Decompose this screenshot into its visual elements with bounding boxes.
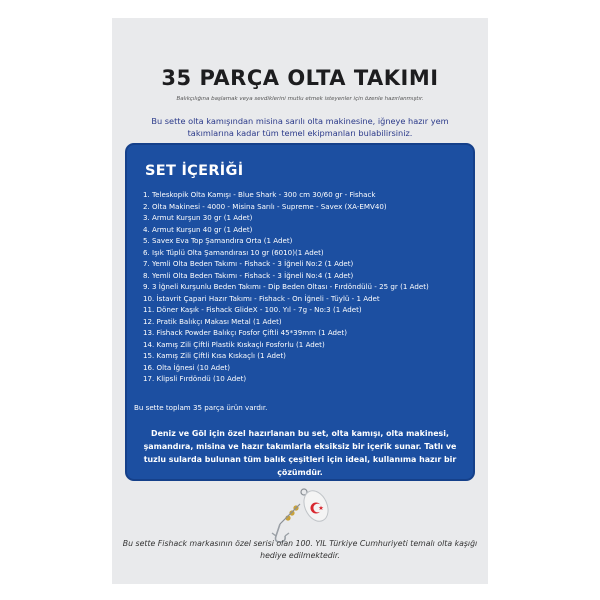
footer-note: Bu sette Fishack markasının özel serisi olan 100. YIL Türkiye Cumhuriyeti temalı olta kaşığı hediye edilmektedir. [122,539,478,560]
list-item: 9. 3 İğneli Kurşunlu Beden Takımı - Dip Beden Oltası - Fırdöndülü - 25 gr (1 Adet) [143,282,429,291]
list-item: 11. Döner Kaşık - Fishack GlideX - 100. Yıl - 7g - No:3 (1 Adet) [143,305,362,314]
product-sheet [112,18,488,584]
set-items-list [143,189,429,385]
list-item: 1. Teleskopik Olta Kamışı - Blue Shark - 300 cm 30/60 gr - Fishack [143,190,376,199]
page-title: 35 PARÇA OLTA TAKIMI [161,66,439,90]
list-item: 13. Fishack Powder Balıkçı Fosfor Çiftli 45*39mm (1 Adet) [143,328,347,337]
list-item: 6. Işık Tüplü Olta Şamandırası 10 gr (6010)(1 Adet) [143,247,324,257]
list-item: 5. Savex Eva Top Şamandıra Orta (1 Adet) [143,236,293,245]
list-item: 4. Armut Kurşun 40 gr (1 Adet) [143,224,253,234]
list-item: 10. İstavrit Çapari Hazır Takımı - Fishack - On İğneli - Tüylü - 1 Adet [143,293,380,303]
list-item: 17. Klipsli Fırdöndü (10 Adet) [143,374,247,383]
total-count-text: Bu sette toplam 35 parça ürün vardır. [134,403,268,412]
list-item: 7. Yemli Olta Beden Takımı - Fishack - 3 İğneli No:2 (1 Adet) [143,259,354,268]
list-item: 8. Yemli Olta Beden Takımı - Fishack - 3 İğneli No:4 (1 Adet) [143,270,354,280]
list-item: 2. Olta Makinesi - 4000 - Misina Sarılı - Supreme - Savex (XA-EMV40) [143,201,387,211]
list-item: 16. Olta İğnesi (10 Adet) [143,362,231,372]
summary-text: Deniz ve Göl için özel hazırlanan bu set, olta kamışı, olta makinesi, şamandıra, misina ve hazır takımlarla eksiksiz bir içerik sunar. Tatlı ve tuzlu sularda bulunan tüm balık çeşitleri için ideal, kullanıma hazır bir çözümdür. [143,429,457,477]
intro-text: Bu sette olta kamışından misina sarılı olta makinesine, iğneye hazır yem takımlarına kadar tüm temel ekipmanları bulabilirsiniz. [151,116,449,138]
list-item: 15. Kamış Zili Çiftli Kısa Kıskaçlı (1 Adet) [143,351,286,360]
list-item: 3. Armut Kurşun 30 gr (1 Adet) [143,213,253,222]
set-contents-heading: SET İÇERİĞİ [145,163,244,179]
subtitle: Balıkçılığına başlamak veya sevdiklerini mutlu etmek isteyenler için özenle hazırlanmıştır. [176,96,424,102]
set-contents-panel [125,143,475,481]
list-item: 12. Pratik Balıkçı Makası Metal (1 Adet) [143,316,282,326]
list-item: 14. Kamış Zili Çiftli Plastik Kıskaçlı Fosforlu (1 Adet) [143,339,325,349]
